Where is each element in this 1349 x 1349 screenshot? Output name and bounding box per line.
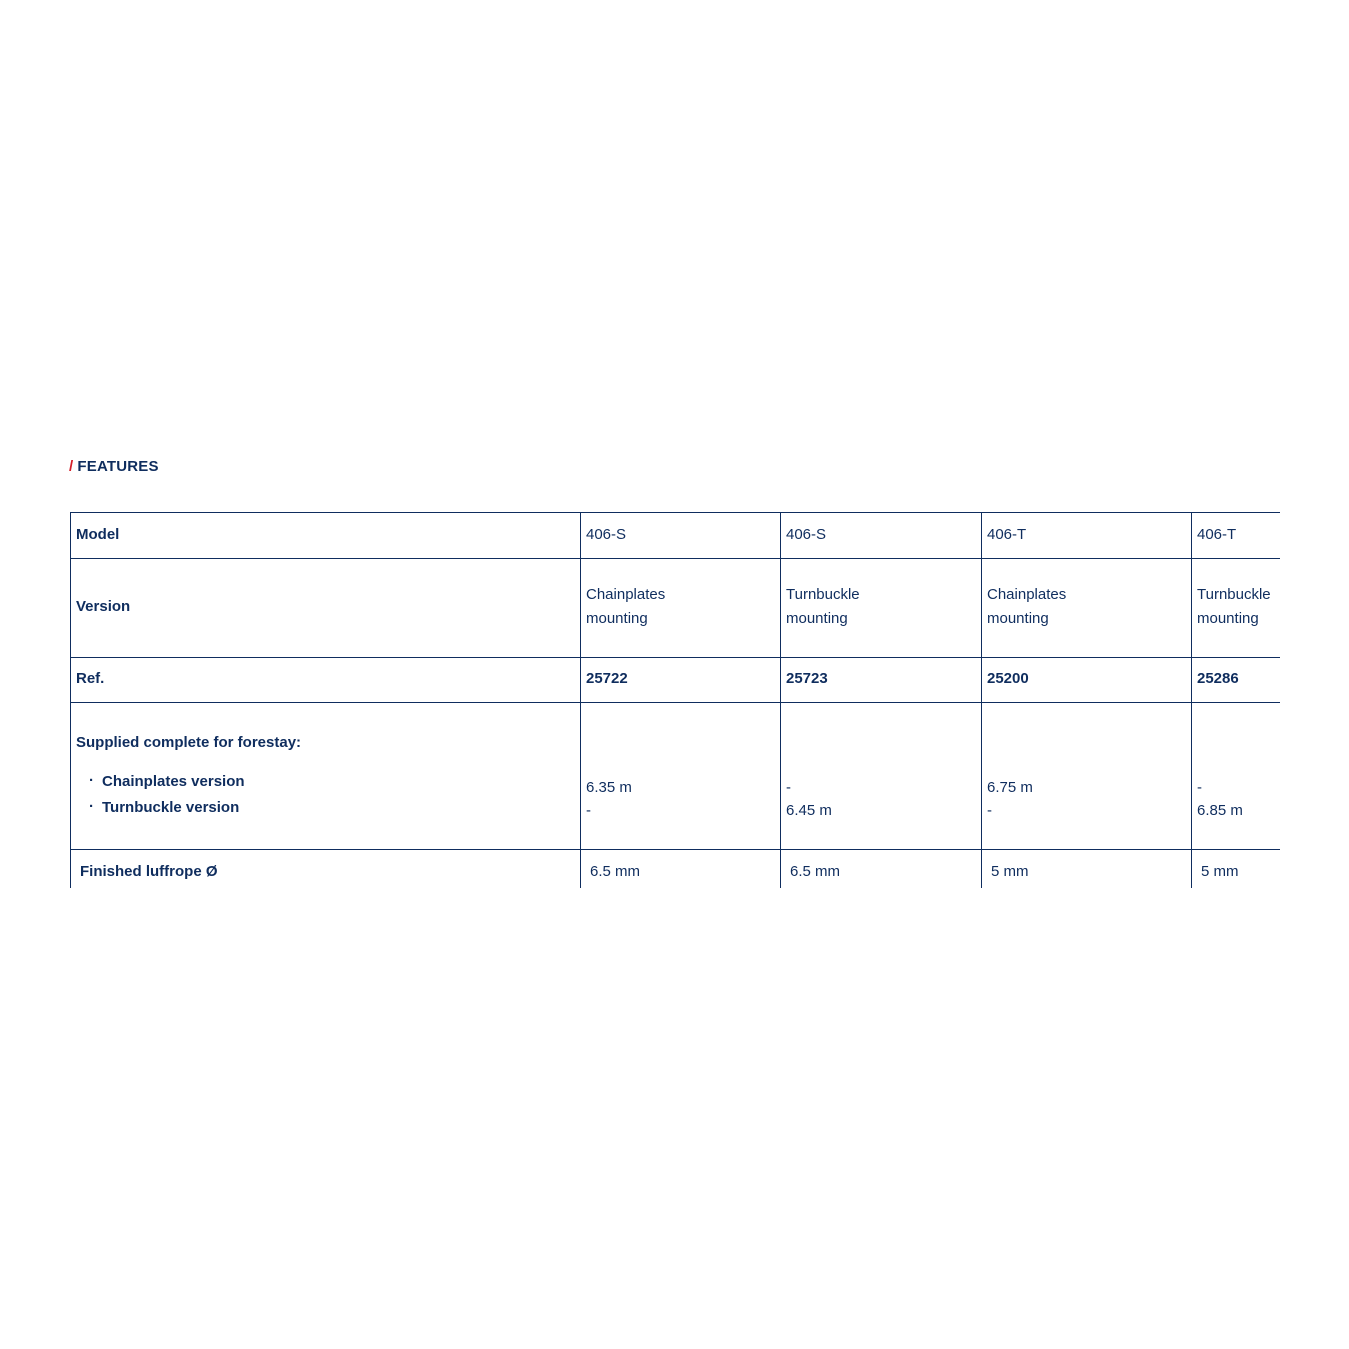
version-value-line2: mounting (786, 610, 848, 627)
version-value-line1: Turnbuckle (786, 586, 860, 603)
luffrope-value: 6.5 mm (590, 863, 641, 880)
luffrope-label: Finished luffrope Ø (80, 863, 218, 880)
supplied-value-chainplates: - (1197, 779, 1202, 796)
column-divider (70, 512, 71, 888)
model-value: 406-S (786, 526, 827, 543)
supplied-value-turnbuckle: - (586, 802, 591, 819)
supplied-item: Turnbuckle version (102, 799, 240, 816)
column-divider (1191, 512, 1192, 888)
supplied-value-turnbuckle: 6.85 m (1197, 802, 1243, 819)
supplied-value-turnbuckle: - (987, 802, 992, 819)
heading-slash: / (69, 458, 74, 475)
ref-value: 25286 (1197, 670, 1239, 687)
bullet-icon: · (89, 772, 94, 789)
row-divider (70, 849, 1280, 850)
column-divider (780, 512, 781, 888)
version-value-line2: mounting (1197, 610, 1259, 627)
ref-value: 25723 (786, 670, 828, 687)
ref-value: 25200 (987, 670, 1029, 687)
version-label: Version (76, 598, 131, 615)
section-heading (69, 458, 159, 475)
model-value: 406-T (1197, 526, 1237, 543)
version-value-line1: Chainplates (586, 586, 666, 603)
supplied-value-chainplates: 6.35 m (586, 779, 632, 796)
ref-label: Ref. (76, 670, 105, 687)
row-divider (70, 512, 1280, 513)
supplied-item: Chainplates version (102, 773, 245, 790)
table-grid (70, 512, 1280, 888)
supplied-label: Supplied complete for forestay: (76, 734, 302, 751)
row-divider (70, 558, 1280, 559)
luffrope-value: 6.5 mm (790, 863, 841, 880)
row-divider (70, 702, 1280, 703)
supplied-value-chainplates: - (786, 779, 791, 796)
model-label: Model (76, 526, 120, 543)
ref-value: 25722 (586, 670, 628, 687)
features-table (70, 512, 1280, 888)
supplied-value-turnbuckle: 6.45 m (786, 802, 832, 819)
version-value-line1: Chainplates (987, 586, 1067, 603)
version-value-line2: mounting (586, 610, 648, 627)
luffrope-value: 5 mm (1201, 863, 1239, 880)
column-divider (580, 512, 581, 888)
model-value: 406-T (987, 526, 1027, 543)
version-value-line2: mounting (987, 610, 1049, 627)
heading-title: FEATURES (77, 458, 159, 475)
luffrope-value: 5 mm (991, 863, 1029, 880)
version-value-line1: Turnbuckle (1197, 586, 1271, 603)
column-divider (981, 512, 982, 888)
model-value: 406-S (586, 526, 627, 543)
supplied-value-chainplates: 6.75 m (987, 779, 1033, 796)
bullet-icon: · (89, 798, 94, 815)
row-divider (70, 657, 1280, 658)
